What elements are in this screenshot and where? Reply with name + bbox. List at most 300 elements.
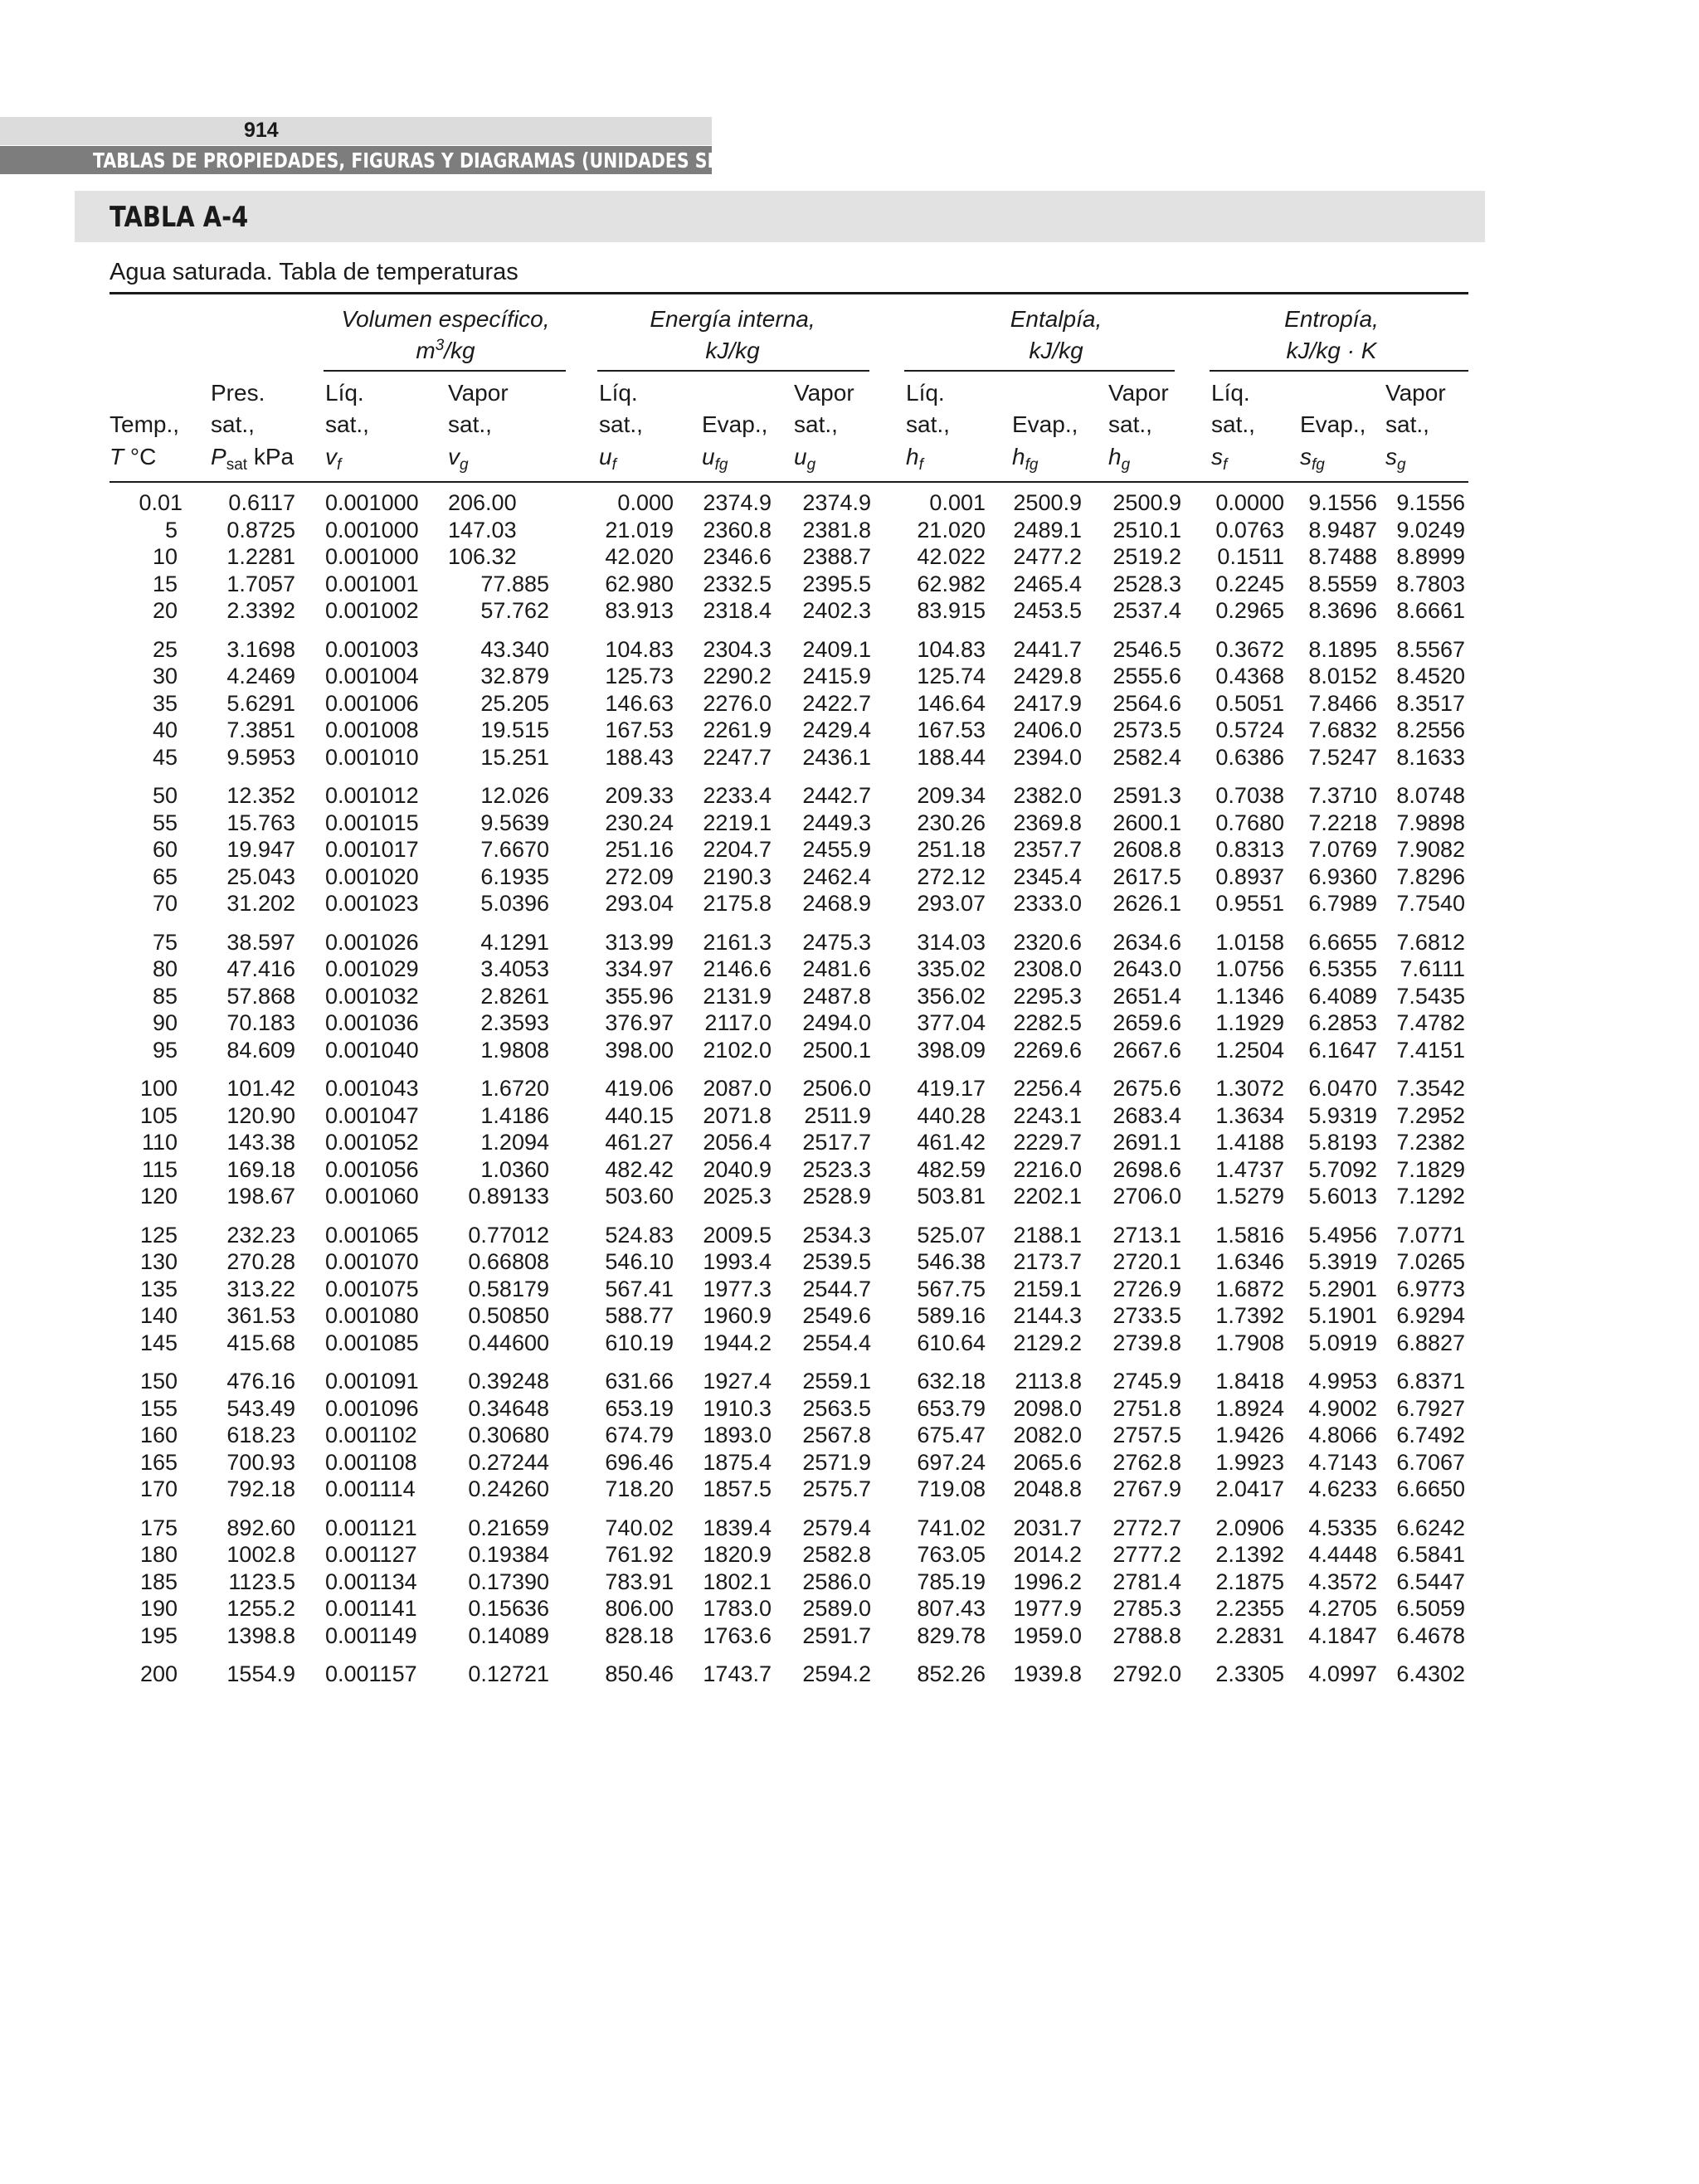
group-header-volumen (325, 304, 566, 367)
cell-psat: 1002.8 (226, 1542, 295, 1568)
cell-vf: 0.001056 (325, 1156, 419, 1182)
cell-ug: 2374.9 (802, 490, 871, 515)
cell-sg: 7.0265 (1396, 1249, 1465, 1275)
cell-uf: 355.96 (605, 983, 674, 1009)
cell-hf: 546.38 (917, 1249, 986, 1275)
cell-sg: 6.5841 (1396, 1542, 1465, 1568)
cell-psat: 120.90 (226, 1102, 295, 1128)
cell-hfg: 2382.0 (1013, 783, 1082, 808)
cell-uf: 188.43 (605, 744, 674, 770)
cell-psat: 1255.2 (226, 1596, 295, 1622)
header-hfg-symbol: $h_{fg}$ (1012, 444, 1039, 474)
cell-vf: 0.001000 (325, 490, 419, 515)
cell-vg: 0.21659 (468, 1515, 549, 1540)
cell-ufg: 2056.4 (703, 1130, 772, 1155)
cell-hf: 293.07 (917, 891, 986, 917)
cell-hfg: 2333.0 (1013, 891, 1082, 917)
cell-hg: 2500.9 (1112, 490, 1181, 515)
cell-sfg: 5.7092 (1308, 1156, 1377, 1182)
cell-sg: 6.6650 (1396, 1476, 1465, 1502)
header-vf-liq: Líq. (325, 380, 364, 406)
cell-sfg: 8.5559 (1308, 571, 1377, 596)
cell-hfg: 2308.0 (1013, 956, 1082, 982)
cell-psat: 9.5953 (226, 744, 295, 770)
cell-hg: 2739.8 (1112, 1330, 1181, 1355)
cell-hg: 2564.6 (1112, 690, 1181, 716)
cell-hfg: 2129.2 (1013, 1330, 1082, 1355)
cell-hf: 42.022 (917, 544, 986, 570)
header-vf-symbol: $v_f$ (325, 444, 342, 474)
cell-sf: 1.5816 (1215, 1222, 1284, 1248)
cell-hfg: 2489.1 (1013, 517, 1082, 542)
cell-temp: 200 (139, 1661, 178, 1686)
cell-temp: 60 (152, 837, 178, 863)
cell-psat: 892.60 (226, 1515, 295, 1540)
cell-uf: 588.77 (605, 1303, 674, 1329)
cell-hf: 314.03 (917, 929, 986, 955)
cell-hfg: 2345.4 (1013, 863, 1082, 889)
cell-sf: 1.9923 (1215, 1449, 1284, 1475)
cell-vg: 0.14089 (468, 1622, 549, 1648)
header-hf-sat: sat., (906, 411, 950, 437)
cell-sf: 1.4188 (1215, 1130, 1284, 1155)
cell-sfg: 7.8466 (1308, 690, 1377, 716)
cell-ug: 2575.7 (802, 1476, 871, 1502)
cell-temp: 45 (152, 744, 178, 770)
cell-temp: 165 (139, 1449, 178, 1475)
cell-sfg: 6.0470 (1308, 1076, 1377, 1101)
header-ug-sat: sat., (794, 411, 838, 437)
cell-sfg: 4.2705 (1308, 1596, 1377, 1622)
cell-hg: 2600.1 (1112, 810, 1181, 835)
cell-sf: 1.7392 (1215, 1303, 1284, 1329)
cell-sf: 0.7680 (1215, 810, 1284, 835)
cell-ufg: 2233.4 (703, 783, 772, 808)
cell-ug: 2468.9 (802, 891, 871, 917)
group-volumen-line2: $m^3/kg$ (416, 337, 475, 363)
cell-sg: 7.6812 (1396, 929, 1465, 955)
cell-temp: 35 (152, 690, 178, 716)
cell-vf: 0.001096 (325, 1395, 419, 1421)
cell-hg: 2683.4 (1112, 1102, 1181, 1128)
cell-uf: 503.60 (605, 1184, 674, 1209)
cell-psat: 19.947 (226, 837, 295, 863)
cell-uf: 718.20 (605, 1476, 674, 1502)
cell-sg: 7.2952 (1396, 1102, 1465, 1128)
cell-ug: 2475.3 (802, 929, 871, 955)
cell-ufg: 1857.5 (703, 1476, 772, 1502)
cell-sg: 7.4782 (1396, 1010, 1465, 1036)
cell-sg: 6.8827 (1396, 1330, 1465, 1355)
cell-uf: 524.83 (605, 1222, 674, 1248)
cell-ufg: 2346.6 (703, 544, 772, 570)
cell-sg: 8.2556 (1396, 717, 1465, 743)
header-sf-liq: Líq. (1211, 380, 1250, 406)
cell-uf: 696.46 (605, 1449, 674, 1475)
cell-sfg: 5.0919 (1308, 1330, 1377, 1355)
cell-ufg: 1839.4 (703, 1515, 772, 1540)
cell-hfg: 2369.8 (1013, 810, 1082, 835)
group-entropia-line2: kJ/kg · K (1286, 338, 1377, 363)
cell-vf: 0.001085 (325, 1330, 419, 1355)
cell-temp: 100 (139, 1076, 178, 1101)
cell-ufg: 2360.8 (703, 517, 772, 542)
cell-hf: 567.75 (917, 1276, 986, 1301)
header-temp-symbol: T °C (110, 444, 157, 469)
cell-ufg: 1763.6 (703, 1622, 772, 1648)
cell-temp: 10 (152, 544, 178, 570)
cell-ug: 2563.5 (802, 1395, 871, 1421)
cell-ug: 2517.7 (802, 1130, 871, 1155)
cell-sg: 8.7803 (1396, 571, 1465, 596)
cell-temp: 170 (139, 1476, 178, 1502)
cell-hf: 829.78 (917, 1622, 986, 1648)
header-sfg-symbol: $s_{fg}$ (1300, 444, 1325, 474)
cell-ug: 2579.4 (802, 1515, 871, 1540)
cell-sf: 0.5051 (1215, 690, 1284, 716)
header-sfg-evap: Evap., (1300, 411, 1366, 437)
cell-sf: 0.5724 (1215, 717, 1284, 743)
cell-psat: 15.763 (226, 810, 295, 835)
cell-ufg: 2102.0 (703, 1037, 772, 1063)
cell-sg: 9.1556 (1396, 490, 1465, 515)
cell-sf: 2.3305 (1215, 1661, 1284, 1686)
cell-sfg: 5.8193 (1308, 1130, 1377, 1155)
cell-hf: 632.18 (917, 1369, 986, 1394)
cell-ufg: 2261.9 (703, 717, 772, 743)
cell-hfg: 1996.2 (1013, 1569, 1082, 1594)
cell-uf: 0.000 (617, 490, 674, 515)
cell-sg: 6.6242 (1396, 1515, 1465, 1540)
cell-sg: 7.4151 (1396, 1037, 1465, 1063)
cell-ufg: 2087.0 (703, 1076, 772, 1101)
cell-psat: 31.202 (226, 891, 295, 917)
cell-vf: 0.001015 (325, 810, 419, 835)
header-ug-vapor: Vapor (794, 380, 854, 406)
cell-temp: 85 (152, 983, 178, 1009)
cell-sf: 0.7038 (1215, 783, 1284, 808)
cell-ufg: 2204.7 (703, 837, 772, 863)
cell-temp: 185 (139, 1569, 178, 1594)
cell-sfg: 4.6233 (1308, 1476, 1377, 1502)
cell-psat: 5.6291 (226, 690, 295, 716)
cell-sfg: 4.9002 (1308, 1395, 1377, 1421)
cell-sf: 2.0417 (1215, 1476, 1284, 1502)
group-volumen-line1: Volumen específico, (341, 306, 550, 332)
cell-ug: 2409.1 (802, 636, 871, 662)
group-header-energia (612, 304, 853, 367)
cell-sg: 7.3542 (1396, 1076, 1465, 1101)
cell-ug: 2402.3 (802, 598, 871, 624)
cell-sfg: 4.0997 (1308, 1661, 1377, 1686)
cell-vg: 0.89133 (468, 1184, 549, 1209)
cell-sf: 0.0000 (1215, 490, 1284, 515)
cell-ufg: 2219.1 (703, 810, 772, 835)
cell-hg: 2792.0 (1112, 1661, 1181, 1686)
cell-vf: 0.001026 (325, 929, 419, 955)
cell-ug: 2494.0 (802, 1010, 871, 1036)
cell-sf: 0.8937 (1215, 863, 1284, 889)
cell-vf: 0.001032 (325, 983, 419, 1009)
cell-sg: 7.2382 (1396, 1130, 1465, 1155)
cell-psat: 618.23 (226, 1423, 295, 1448)
cell-vg: 0.34648 (468, 1395, 549, 1421)
cell-temp: 105 (139, 1102, 178, 1128)
cell-ufg: 2318.4 (703, 598, 772, 624)
cell-sfg: 5.1901 (1308, 1303, 1377, 1329)
cell-sf: 0.2245 (1215, 571, 1284, 596)
cell-psat: 792.18 (226, 1476, 295, 1502)
cell-hg: 2777.2 (1112, 1542, 1181, 1568)
cell-hfg: 2357.7 (1013, 837, 1082, 863)
cell-hg: 2762.8 (1112, 1449, 1181, 1475)
header-vg-vapor: Vapor (448, 380, 509, 406)
cell-sfg: 7.0769 (1308, 837, 1377, 863)
cell-vg: 19.515 (480, 717, 549, 743)
header-hf-liq: Líq. (906, 380, 945, 406)
cell-vg: 0.39248 (468, 1369, 549, 1394)
cell-vf: 0.001121 (325, 1515, 417, 1540)
cell-ug: 2381.8 (802, 517, 871, 542)
cell-psat: 361.53 (226, 1303, 295, 1329)
cell-uf: 376.97 (605, 1010, 674, 1036)
cell-sf: 0.1511 (1217, 544, 1284, 570)
cell-sg: 8.5567 (1396, 636, 1465, 662)
cell-hg: 2767.9 (1112, 1476, 1181, 1502)
cell-vf: 0.001134 (325, 1569, 417, 1594)
cell-ufg: 2374.9 (703, 490, 772, 515)
cell-sf: 1.6346 (1215, 1249, 1284, 1275)
cell-vf: 0.001010 (325, 744, 419, 770)
cell-sf: 1.6872 (1215, 1276, 1284, 1301)
cell-hfg: 2453.5 (1013, 598, 1082, 624)
cell-vg: 12.026 (480, 783, 549, 808)
header-vg-sat: sat., (448, 411, 492, 437)
cell-ufg: 1820.9 (703, 1542, 772, 1568)
cell-hf: 419.17 (917, 1076, 986, 1101)
cell-hf: 653.79 (917, 1395, 986, 1421)
cell-vf: 0.001003 (325, 636, 419, 662)
cell-hg: 2546.5 (1112, 636, 1181, 662)
cell-uf: 104.83 (605, 636, 674, 662)
cell-sg: 7.0771 (1396, 1222, 1465, 1248)
cell-ug: 2539.5 (802, 1249, 871, 1275)
cell-temp: 70 (152, 891, 178, 917)
cell-sg: 6.7067 (1396, 1449, 1465, 1475)
cell-vf: 0.001114 (325, 1476, 416, 1502)
cell-hf: 377.04 (917, 1010, 986, 1036)
cell-hfg: 2216.0 (1013, 1156, 1082, 1182)
cell-ufg: 1893.0 (703, 1423, 772, 1448)
cell-psat: 2.3392 (226, 598, 295, 624)
cell-psat: 1.7057 (226, 571, 295, 596)
cell-sf: 1.5279 (1215, 1184, 1284, 1209)
cell-ug: 2429.4 (802, 717, 871, 743)
header-hg-symbol: $h_g$ (1108, 444, 1131, 474)
cell-sf: 1.0158 (1215, 929, 1284, 955)
cell-ug: 2549.6 (802, 1303, 871, 1329)
cell-hg: 2698.6 (1112, 1156, 1181, 1182)
cell-ug: 2586.0 (802, 1569, 871, 1594)
cell-vf: 0.001043 (325, 1076, 419, 1101)
cell-sf: 2.1392 (1215, 1542, 1284, 1568)
cell-uf: 334.97 (605, 956, 674, 982)
cell-temp: 50 (152, 783, 178, 808)
cell-psat: 143.38 (226, 1130, 295, 1155)
cell-vf: 0.001001 (325, 571, 419, 596)
header-sf-sat: sat., (1211, 411, 1255, 437)
cell-temp: 30 (152, 664, 178, 689)
cell-uf: 419.06 (605, 1076, 674, 1101)
cell-vg: 15.251 (480, 744, 549, 770)
cell-hf: 146.64 (917, 690, 986, 716)
cell-hg: 2751.8 (1112, 1395, 1181, 1421)
cell-temp: 20 (152, 598, 178, 624)
cell-sf: 1.1346 (1215, 983, 1284, 1009)
header-pres-symbol: $P_{sat}$ kPa (211, 444, 295, 474)
cell-hfg: 2113.8 (1015, 1369, 1082, 1394)
cell-vg: 147.03 (448, 517, 517, 542)
cell-sf: 1.4737 (1215, 1156, 1284, 1182)
cell-sfg: 8.0152 (1308, 664, 1377, 689)
cell-vg: 32.879 (480, 664, 549, 689)
cell-psat: 4.2469 (226, 664, 295, 689)
cell-uf: 482.42 (605, 1156, 674, 1182)
cell-hfg: 1977.9 (1013, 1596, 1082, 1622)
cell-psat: 198.67 (226, 1184, 295, 1209)
cell-hg: 2706.0 (1112, 1184, 1181, 1209)
cell-vg: 1.4186 (480, 1102, 549, 1128)
cell-sfg: 4.1847 (1308, 1622, 1377, 1648)
cell-psat: 313.22 (226, 1276, 295, 1301)
cell-temp: 145 (139, 1330, 178, 1355)
cell-ufg: 2290.2 (703, 664, 772, 689)
cell-vg: 25.205 (480, 690, 549, 716)
cell-hfg: 2202.1 (1013, 1184, 1082, 1209)
cell-psat: 1.2281 (226, 544, 295, 570)
cell-hf: 852.26 (917, 1661, 986, 1686)
group-entropia-line1: Entropía, (1284, 306, 1379, 332)
cell-vg: 0.15636 (468, 1596, 549, 1622)
cell-ufg: 1802.1 (703, 1569, 772, 1594)
cell-uf: 653.19 (605, 1395, 674, 1421)
cell-vf: 0.001108 (325, 1449, 417, 1475)
cell-sfg: 7.5247 (1308, 744, 1377, 770)
cell-ufg: 2190.3 (703, 863, 772, 889)
cell-hfg: 2048.8 (1013, 1476, 1082, 1502)
section-header-bar (0, 146, 722, 174)
cell-ug: 2500.1 (802, 1037, 871, 1063)
cell-vf: 0.001020 (325, 863, 419, 889)
cell-hfg: 2188.1 (1013, 1222, 1082, 1248)
cell-hg: 2555.6 (1112, 664, 1181, 689)
cell-ufg: 2131.9 (703, 983, 772, 1009)
cell-hfg: 2269.6 (1013, 1037, 1082, 1063)
cell-ug: 2594.2 (802, 1661, 871, 1686)
cell-vg: 1.9808 (480, 1037, 549, 1063)
cell-sf: 1.3072 (1215, 1076, 1284, 1101)
group-entalpia-line2: kJ/kg (1029, 338, 1083, 363)
cell-psat: 0.8725 (226, 517, 295, 542)
cell-ufg: 2276.0 (703, 690, 772, 716)
cell-vf: 0.001002 (325, 598, 419, 624)
cell-vg: 1.2094 (480, 1130, 549, 1155)
cell-vg: 7.6670 (480, 837, 549, 863)
cell-psat: 700.93 (226, 1449, 295, 1475)
cell-hfg: 2406.0 (1013, 717, 1082, 743)
cell-sfg: 6.6655 (1308, 929, 1377, 955)
cell-ug: 2571.9 (802, 1449, 871, 1475)
cell-vf: 0.001006 (325, 690, 419, 716)
cell-hf: 675.47 (917, 1423, 986, 1448)
cell-sfg: 4.3572 (1308, 1569, 1377, 1594)
cell-uf: 83.913 (605, 598, 674, 624)
cell-temp: 160 (139, 1423, 178, 1448)
header-pres-line1: Pres. (211, 380, 265, 406)
cell-sf: 1.1929 (1215, 1010, 1284, 1036)
group-header-entropia (1211, 304, 1452, 367)
cell-sf: 2.1875 (1215, 1569, 1284, 1594)
header-sg-symbol: $s_g$ (1385, 444, 1406, 474)
cell-hf: 461.42 (917, 1130, 986, 1155)
cell-ufg: 2161.3 (703, 929, 772, 955)
cell-hg: 2757.5 (1112, 1423, 1181, 1448)
cell-vf: 0.001091 (325, 1369, 419, 1394)
cell-sg: 8.4520 (1396, 664, 1465, 689)
cell-sfg: 4.9953 (1308, 1369, 1377, 1394)
group-rule-volumen (324, 370, 566, 372)
cell-hfg: 2082.0 (1013, 1423, 1082, 1448)
cell-temp: 15 (152, 571, 178, 596)
cell-sf: 2.2355 (1215, 1596, 1284, 1622)
cell-hf: 188.44 (917, 744, 986, 770)
cell-sf: 0.2965 (1215, 598, 1284, 624)
cell-sg: 8.1633 (1396, 744, 1465, 770)
cell-vg: 0.24260 (468, 1476, 549, 1502)
cell-sg: 7.7540 (1396, 891, 1465, 917)
cell-uf: 125.73 (605, 664, 674, 689)
cell-sfg: 6.1647 (1308, 1037, 1377, 1063)
cell-hfg: 2173.7 (1013, 1249, 1082, 1275)
cell-vg: 0.77012 (468, 1222, 549, 1248)
cell-sfg: 8.3696 (1308, 598, 1377, 624)
cell-uf: 146.63 (605, 690, 674, 716)
cell-vf: 0.001036 (325, 1010, 419, 1036)
cell-temp: 95 (152, 1037, 178, 1063)
cell-hfg: 2441.7 (1013, 636, 1082, 662)
header-sf-symbol: $s_f$ (1211, 444, 1228, 474)
cell-vg: 0.50850 (468, 1303, 549, 1329)
cell-vf: 0.001012 (325, 783, 419, 808)
table-title-bar (75, 191, 1485, 242)
cell-hg: 2519.2 (1112, 544, 1181, 570)
cell-hf: 83.915 (917, 598, 986, 624)
group-rule-energia (597, 370, 869, 372)
cell-hf: 785.19 (917, 1569, 986, 1594)
cell-sg: 8.3517 (1396, 690, 1465, 716)
cell-temp: 55 (152, 810, 178, 835)
cell-sf: 1.3634 (1215, 1102, 1284, 1128)
cell-uf: 567.41 (605, 1276, 674, 1301)
cell-sfg: 5.3919 (1308, 1249, 1377, 1275)
cell-hfg: 2320.6 (1013, 929, 1082, 955)
cell-ufg: 1783.0 (703, 1596, 772, 1622)
cell-hfg: 2144.3 (1013, 1303, 1082, 1329)
cell-sfg: 8.9487 (1308, 517, 1377, 542)
cell-hg: 2617.5 (1112, 863, 1181, 889)
cell-ufg: 1743.7 (703, 1661, 772, 1686)
top-rule (110, 292, 1468, 294)
